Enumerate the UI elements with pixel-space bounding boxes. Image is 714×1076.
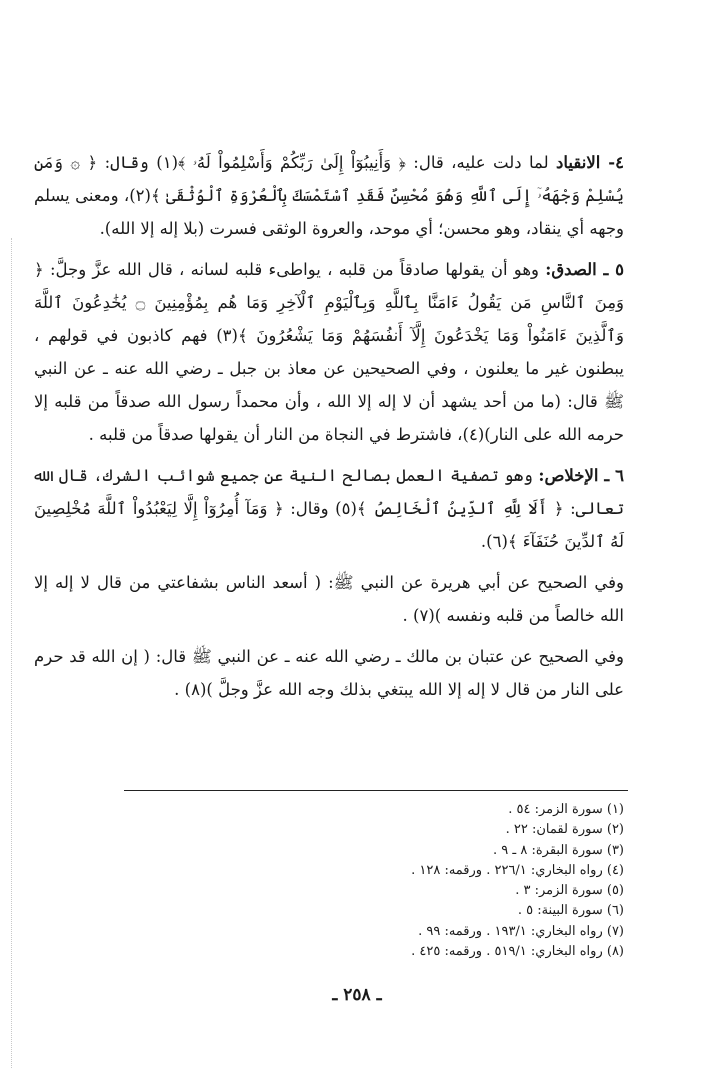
footnotes (204, 800, 624, 962)
footnote-6: (٦) سورة البينة: ٥ . (517, 903, 624, 919)
paragraph-itban (34, 640, 624, 706)
footnote-3: (٣) سورة البقرة: ٨ ـ ٩ . (493, 842, 624, 858)
footnote-7: (٧) رواه البخاري: ١٩٣/١ . ورقمه: ٩٩ . (418, 923, 624, 939)
footnote-1: (١) سورة الزمر: ٥٤ . (508, 802, 624, 817)
paragraph-body: وهو أن يقولها صادقاً من قلبه ، يواطىء قلبه لسانه ، قال الله عزَّ وجلَّ: ﴿ وَمِنَ ٱلنَّاسِ مَن يَقُولُ ءَامَنَّا بِٱللَّهِ وَبِٱلْيَوْمِ ٱلْآخِرِ وَمَا هُم بِمُؤْمِنِينَ ۝ يُخَٰدِعُونَ ٱللَّهَ وَٱلَّذِينَ ءَامَنُواْ وَمَا يَخْدَعُونَ إِلَّآ أَنفُسَهُمْ وَمَا يَشْعُرُونَ ﴾(٣) فهم كاذبون في قولهم ، يبطنون غير ما يعلنون ، وفي الصحيحين عن معاذ بن جبل ـ رضي الله عنه ـ عن النبي ﷺ قال: (ما من أحد يشهد أن لا إله إلا الله ، وأن محمداً رسول الله صدقاً من قلبه إلا حرمه الله على النار)(٤)، فاشترط في النجاة من النار أن يقولها صدقاً من قلبه . (34, 260, 625, 444)
scan-edge-line (11, 238, 13, 1068)
main-text (34, 146, 624, 714)
paragraph-ikhlas (34, 459, 624, 558)
footnote-4: (٤) رواه البخاري: ٢٢٦/١ . ورقمه: ١٢٨ . (411, 862, 624, 878)
page-number: ـ ٢٥٨ ـ (332, 985, 382, 1005)
paragraph-body: وفي الصحيح عن أبي هريرة عن النبي ﷺ: ( أسعد الناس بشفاعتي من قال لا إله إلا الله خالصاً من قلبه ونفسه )(٧) . (34, 573, 624, 625)
paragraph-body: وفي الصحيح عن عتبان بن مالك ـ رضي الله عنه ـ عن النبي ﷺ قال: ( إن الله قد حرم على النار من قال لا إله إلا الله يبتغي بذلك وجه الله عزَّ وجلَّ )(٨) . (34, 647, 624, 699)
footnote-divider (124, 790, 628, 791)
footnote-8: (٨) رواه البخاري: ٥١٩/١ . ورقمه: ٤٢٥ . (411, 944, 624, 960)
paragraph-heading: ٥ ـ الصدق: (545, 260, 625, 279)
paragraph-heading: ٤- الانقياد (556, 153, 624, 172)
paragraph-body: وهو تصفية العمل بصالح النية عن جميع شوائب الشرك، قال الله تعالى: ﴿ أَلَا لِلَّهِ ٱلدِّينُ ٱلْخَالِصُ ﴾(٥) وقال: ﴿ وَمَآ أُمِرُوٓاْ إِلَّا لِيَعْبُدُواْ ٱللَّهَ مُخْلِصِينَ لَهُ ٱلدِّينَ حُنَفَآءَ ﴾(٦). (34, 466, 624, 551)
paragraph-body: لما دلت عليه، قال: ﴿ وَأَنِيبُوٓاْ إِلَىٰ رَبِّكُمْ وَأَسْلِمُواْ لَهُۥ ﴾(١) وقال: ﴿ ۞ وَمَن يُسْلِمْ وَجْهَهُۥٓ إِلَى ٱللَّهِ وَهُوَ مُحْسِنٌ فَقَدِ ٱسْتَمْسَكَ بِٱلْعُرْوَةِ ٱلْوُثْقَىٰ ﴾(٢)، ومعنى يسلم وجهه أي ينقاد، وهو محسن؛ أي موحد، والعروة الوثقى فسرت (بلا إله إلا الله). (34, 153, 624, 238)
paragraph-heading: ٦ ـ الإخلاص: (538, 466, 624, 485)
paragraph-inqiyad (34, 146, 624, 245)
paragraph-sidq (34, 253, 624, 451)
footnote-5: (٥) سورة الزمر: ٣ . (515, 883, 624, 899)
paragraph-abu-hurayra (34, 566, 624, 632)
footnote-2: (٢) سورة لقمان: ٢٢ . (505, 822, 624, 838)
